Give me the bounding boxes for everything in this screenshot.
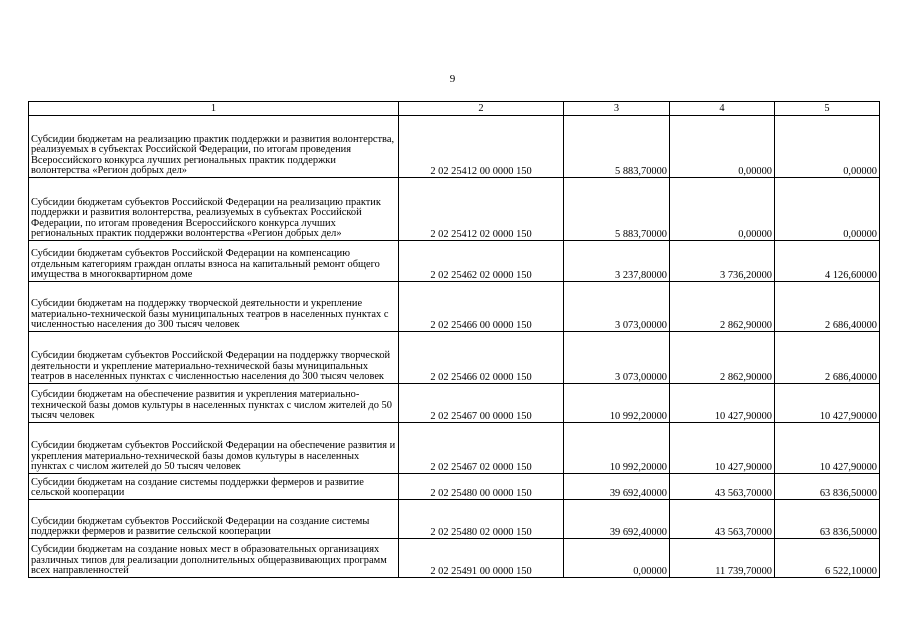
row-code: 2 02 25466 00 0000 150 <box>399 282 564 332</box>
row-value-col3: 3 237,80000 <box>564 241 670 282</box>
row-code: 2 02 25491 00 0000 150 <box>399 539 564 578</box>
row-value-col3: 5 883,70000 <box>564 116 670 178</box>
row-value-col5: 10 427,90000 <box>775 384 880 423</box>
row-value-col4: 0,00000 <box>670 116 775 178</box>
row-value-col3: 39 692,40000 <box>564 500 670 539</box>
row-name: Субсидии бюджетам на реализацию практик поддержки и развития волонтерства, реализуемых в субъектах Российской Федерации, по итогам проведения Всероссийского конкурса лучших региональных практик поддержки волонтерства «Регион добрых дел» <box>29 116 399 178</box>
table-row <box>29 500 880 539</box>
row-value-col4: 43 563,70000 <box>670 474 775 500</box>
row-code: 2 02 25467 02 0000 150 <box>399 423 564 474</box>
row-value-col4: 3 736,20000 <box>670 241 775 282</box>
table-row <box>29 423 880 474</box>
row-value-col4: 11 739,70000 <box>670 539 775 578</box>
row-name: Субсидии бюджетам субъектов Российской Федерации на создание системы поддержки фермеров и развитие сельской кооперации <box>29 500 399 539</box>
row-code: 2 02 25466 02 0000 150 <box>399 332 564 384</box>
row-name: Субсидии бюджетам субъектов Российской Федерации на компенсацию отдельным категориям граждан оплаты взноса на капитальный ремонт общего имущества в многоквартирном доме <box>29 241 399 282</box>
row-value-col4: 2 862,90000 <box>670 332 775 384</box>
row-code: 2 02 25412 00 0000 150 <box>399 116 564 178</box>
header-row <box>29 102 880 116</box>
row-code: 2 02 25480 02 0000 150 <box>399 500 564 539</box>
row-value-col5: 6 522,10000 <box>775 539 880 578</box>
row-value-col3: 5 883,70000 <box>564 178 670 241</box>
row-name: Субсидии бюджетам на создание новых мест в образовательных организациях различных типов для реализации дополнительных общеразвивающих программ всех направленностей <box>29 539 399 578</box>
table-row <box>29 474 880 500</box>
row-name: Субсидии бюджетам на поддержку творческой деятельности и укрепление материально-технической базы муниципальных театров в населенных пунктах с численностью населения до 300 тысяч человек <box>29 282 399 332</box>
row-value-col3: 10 992,20000 <box>564 384 670 423</box>
row-value-col4: 10 427,90000 <box>670 384 775 423</box>
row-name: Субсидии бюджетам на создание системы поддержки фермеров и развитие сельской кооперации <box>29 474 399 500</box>
row-value-col5: 2 686,40000 <box>775 282 880 332</box>
row-value-col3: 3 073,00000 <box>564 282 670 332</box>
row-name: Субсидии бюджетам субъектов Российской Федерации на реализацию практик поддержки и развития волонтерства, реализуемых в субъектах Российской Федерации, по итогам проведения Всероссийского конкурса лучших региональных практик поддержки волонтерства «Регион добрых дел» <box>29 178 399 241</box>
row-value-col4: 0,00000 <box>670 178 775 241</box>
row-value-col3: 0,00000 <box>564 539 670 578</box>
page-number: 9 <box>449 73 456 85</box>
table-row <box>29 539 880 578</box>
row-value-col4: 43 563,70000 <box>670 500 775 539</box>
header-col-2: 2 <box>399 102 564 116</box>
row-code: 2 02 25467 00 0000 150 <box>399 384 564 423</box>
table-row <box>29 282 880 332</box>
budget-table <box>28 101 880 578</box>
row-value-col3: 39 692,40000 <box>564 474 670 500</box>
row-name: Субсидии бюджетам субъектов Российской Федерации на поддержку творческой деятельности и укрепление материально-технической базы муниципальных театров в населенных пунктах с численностью населения до 300 тысяч человек <box>29 332 399 384</box>
row-name: Субсидии бюджетам субъектов Российской Федерации на обеспечение развития и укрепления материально-технической базы домов культуры в населенных пунктах с числом жителей до 50 тысяч человек <box>29 423 399 474</box>
row-name: Субсидии бюджетам на обеспечение развития и укрепления материально-технической базы домов культуры в населенных пунктах с числом жителей до 50 тысяч человек <box>29 384 399 423</box>
table-row <box>29 178 880 241</box>
row-value-col4: 10 427,90000 <box>670 423 775 474</box>
header-col-3: 3 <box>564 102 670 116</box>
row-value-col5: 0,00000 <box>775 116 880 178</box>
table-row <box>29 116 880 178</box>
row-value-col5: 63 836,50000 <box>775 500 880 539</box>
row-value-col5: 4 126,60000 <box>775 241 880 282</box>
row-value-col3: 3 073,00000 <box>564 332 670 384</box>
row-value-col5: 0,00000 <box>775 178 880 241</box>
table-row <box>29 384 880 423</box>
header-col-5: 5 <box>775 102 880 116</box>
row-value-col5: 63 836,50000 <box>775 474 880 500</box>
header-col-4: 4 <box>670 102 775 116</box>
row-value-col4: 2 862,90000 <box>670 282 775 332</box>
row-code: 2 02 25462 02 0000 150 <box>399 241 564 282</box>
row-value-col5: 2 686,40000 <box>775 332 880 384</box>
row-code: 2 02 25480 00 0000 150 <box>399 474 564 500</box>
table-row <box>29 332 880 384</box>
row-value-col5: 10 427,90000 <box>775 423 880 474</box>
row-value-col3: 10 992,20000 <box>564 423 670 474</box>
header-col-1: 1 <box>29 102 399 116</box>
row-code: 2 02 25412 02 0000 150 <box>399 178 564 241</box>
table-row <box>29 241 880 282</box>
